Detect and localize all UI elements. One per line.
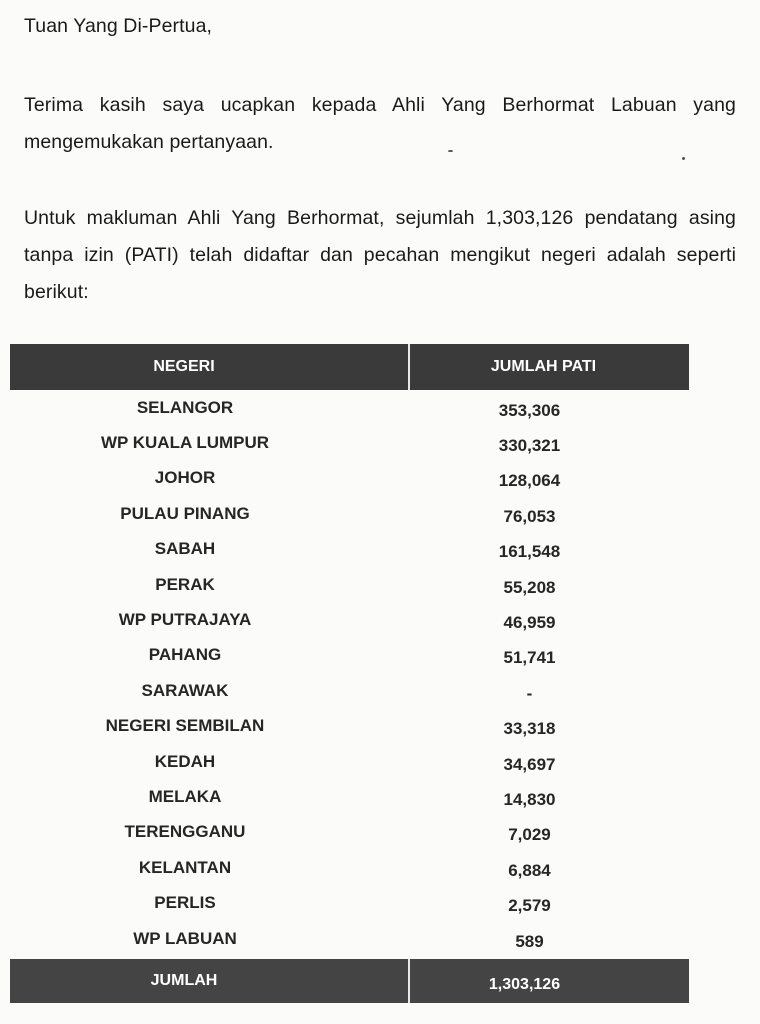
table-row xyxy=(10,532,689,567)
header-jumlah-pati: JUMLAH PATI xyxy=(490,358,597,375)
pati-count: 14,830 xyxy=(503,789,556,809)
state-name: PULAU PINANG xyxy=(120,503,250,523)
table-row xyxy=(10,850,689,885)
state-name: WP PUTRAJAYA xyxy=(118,610,252,630)
state-name: JOHOR xyxy=(154,468,216,488)
pati-count: 76,053 xyxy=(503,506,556,526)
table-row xyxy=(10,885,689,920)
table-total-row xyxy=(10,959,689,1003)
table-row xyxy=(10,461,689,496)
state-name: WP LABUAN xyxy=(133,928,237,948)
paragraph-thanks: Terima kasih saya ucapkan kepada Ahli Yang Berhormat Labuan yang mengemukakan pertanyaan. xyxy=(24,94,736,153)
total-label: JUMLAH xyxy=(10,959,410,1003)
table-row xyxy=(10,638,689,673)
total-value: 1,303,126 xyxy=(488,976,561,994)
header-negeri: NEGERI xyxy=(10,344,410,390)
table-row xyxy=(10,921,689,956)
pati-count: 33,318 xyxy=(503,719,556,739)
pati-count: 6,884 xyxy=(508,860,551,880)
state-name: MELAKA xyxy=(148,786,222,806)
table-header xyxy=(10,344,689,390)
state-name: NEGERI SEMBILAN xyxy=(105,716,265,736)
pati-count: 51,741 xyxy=(503,648,556,668)
state-name: PERLIS xyxy=(154,893,216,913)
table-row xyxy=(10,425,689,460)
state-name: PERAK xyxy=(155,574,215,594)
salutation: Tuan Yang Di-Pertua, xyxy=(24,15,213,37)
pati-count: 55,208 xyxy=(503,577,556,597)
scan-speck xyxy=(448,150,453,152)
table-row xyxy=(10,744,689,779)
pati-count: 353,306 xyxy=(498,400,561,420)
state-name: SARAWAK xyxy=(141,680,229,700)
table-row xyxy=(10,390,689,425)
table-row xyxy=(10,567,689,602)
pati-count: 128,064 xyxy=(498,471,561,491)
pati-table xyxy=(10,344,689,1003)
state-name: SELANGOR xyxy=(136,397,234,417)
pati-count: 34,697 xyxy=(503,754,556,774)
table-row xyxy=(10,673,689,708)
state-name: WP KUALA LUMPUR xyxy=(100,433,270,453)
pati-count: 7,029 xyxy=(508,825,551,845)
table-row xyxy=(10,709,689,744)
table-row xyxy=(10,779,689,814)
pati-count: 330,321 xyxy=(498,436,561,456)
state-name: PAHANG xyxy=(148,645,222,665)
table-row xyxy=(10,815,689,850)
state-name: SABAH xyxy=(154,539,216,559)
pati-count: 161,548 xyxy=(498,542,561,562)
pati-count: 2,579 xyxy=(508,896,551,916)
state-name: TERENGGANU xyxy=(124,822,246,842)
table-row xyxy=(10,496,689,531)
pati-count: 46,959 xyxy=(503,613,556,633)
table-row xyxy=(10,602,689,637)
table-body xyxy=(10,390,689,956)
paragraph-info: Untuk makluman Ahli Yang Berhormat, sejumlah 1,303,126 pendatang asing tanpa izin (PATI) telah didaftar dan pecahan mengikut negeri adalah seperti berikut: xyxy=(24,207,736,303)
scan-speck xyxy=(682,157,685,160)
pati-count: - xyxy=(526,683,533,703)
pati-count: 589 xyxy=(515,931,544,951)
state-name: KELANTAN xyxy=(138,857,232,877)
state-name: KEDAH xyxy=(154,751,216,771)
